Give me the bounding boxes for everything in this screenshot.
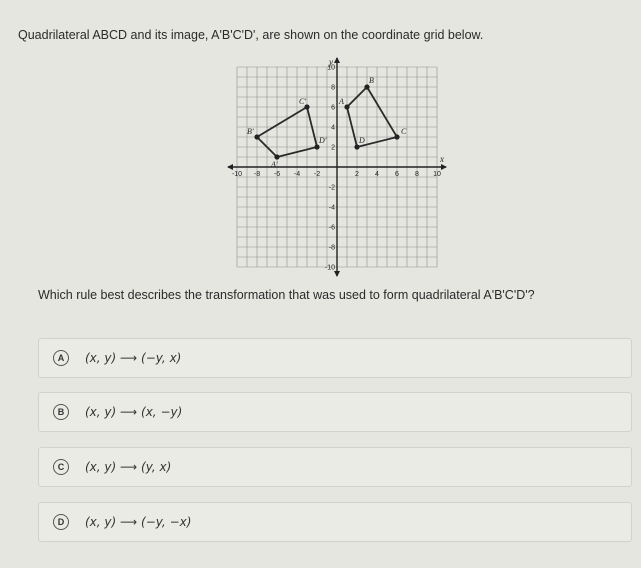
x-tick-label: -10 [231,171,243,178]
option-c-badge: C [53,459,69,475]
x-tick-label: -4 [293,171,301,178]
point-label: B [369,76,374,85]
y-tick-label: 4 [331,124,335,132]
point-b [364,84,369,89]
point-label: D [359,136,365,145]
option-a-text: (x, y) ⟶ (−y, x) [85,351,182,365]
y-tick-label: 6 [331,104,335,112]
x-tick-label: -2 [313,171,321,178]
x-tick-label: -8 [253,171,261,178]
option-a[interactable] [38,338,632,378]
x-axis-label: x [440,154,444,164]
point-label: A [339,97,344,106]
option-d-badge: D [53,514,69,530]
y-tick-label: -2 [328,184,335,192]
option-b-text: (x, y) ⟶ (x, −y) [85,405,183,419]
y-axis-label: y [329,57,333,67]
point-d [354,144,359,149]
y-tick-label: -4 [328,204,335,212]
point-label: A' [271,160,278,169]
x-tick-label: 2 [355,171,359,178]
option-b-badge: B [53,404,69,420]
point-c [394,134,399,139]
prompt-text: Which rule best describes the transformation that was used to form quadrilateral A'B'C'D'? [38,288,535,302]
x-tick-label: 4 [375,171,379,178]
y-tick-label: 2 [331,144,335,152]
option-d[interactable] [38,502,632,542]
point-label: C [401,127,407,136]
option-d-text: (x, y) ⟶ (−y, −x) [85,515,192,529]
x-tick-label: 8 [415,171,419,178]
y-axis-arrow [334,57,340,63]
coordinate-grid [226,56,448,278]
option-c[interactable] [38,447,632,487]
x-tick-label: 6 [395,171,399,178]
y-axis-arrow-down [334,271,340,277]
option-b[interactable] [38,392,632,432]
point-d-prime [314,144,319,149]
x-axis-arrow-left [227,164,233,170]
point-a [344,104,349,109]
x-tick-label: -6 [273,171,281,178]
point-label: B' [247,127,254,136]
y-tick-label: -8 [328,244,335,252]
x-tick-label: 10 [433,171,441,178]
point-a-prime [274,154,279,159]
point-label: D' [319,136,327,145]
x-axis-arrow [441,164,447,170]
y-tick-label: 10 [327,64,335,72]
question-text: Quadrilateral ABCD and its image, A'B'C'D', are shown on the coordinate grid below. [18,28,484,42]
option-a-badge: A [53,350,69,366]
point-label: C' [299,97,307,106]
coordinate-grid-svg [226,56,448,278]
y-tick-label: 8 [331,84,335,92]
y-tick-label: -6 [328,224,335,232]
option-c-text: (x, y) ⟶ (y, x) [85,460,172,474]
y-tick-label: -10 [324,264,335,272]
point-b-prime [254,134,259,139]
